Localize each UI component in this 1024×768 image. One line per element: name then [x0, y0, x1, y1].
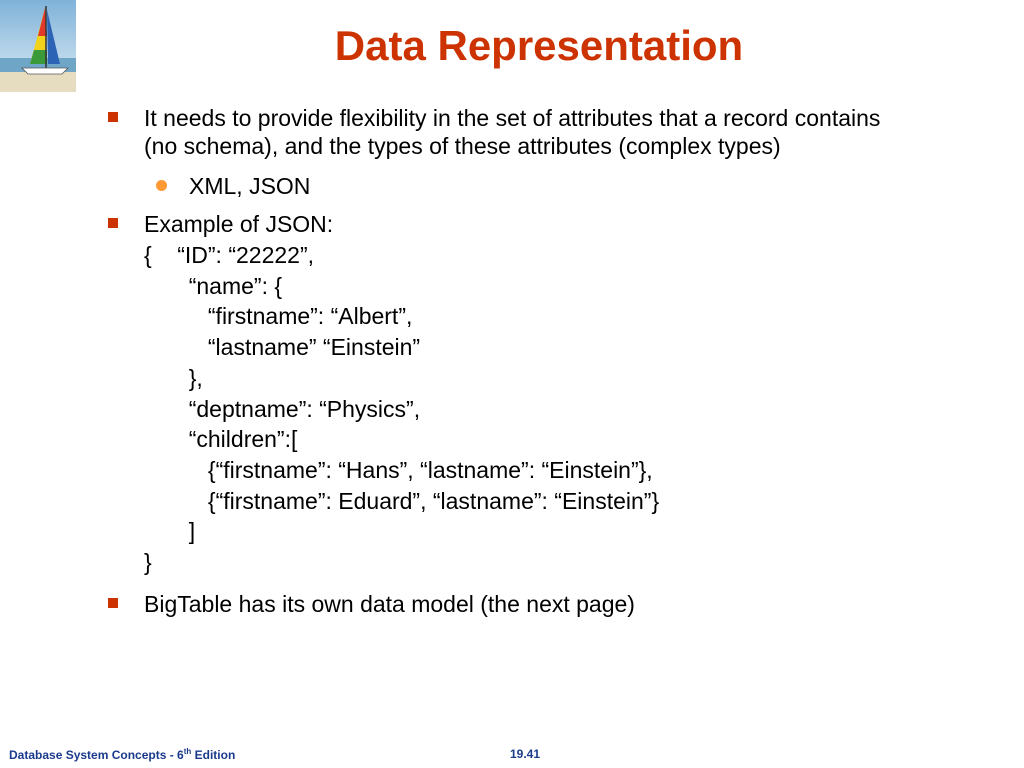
sub-bullet-xml-json — [108, 172, 908, 200]
slide-content — [108, 104, 908, 618]
json-code-block — [144, 240, 908, 578]
code-line: ] — [144, 518, 196, 545]
square-bullet-icon — [108, 112, 118, 122]
round-bullet-icon — [156, 180, 167, 191]
footer-page-number: 19.41 — [510, 747, 541, 761]
code-line: “name”: { — [144, 272, 283, 299]
code-line: {“firstname”: Eduard”, “lastname”: “Einstein”} — [144, 487, 660, 514]
code-line: “deptname”: “Physics”, — [144, 395, 421, 422]
slide-title: Data Representation — [334, 22, 744, 69]
bullet-text: It needs to provide flexibility in the set of attributes that a record contains (no schema), and the types of these attributes (complex types) — [144, 105, 881, 159]
code-line: “children”:[ — [144, 426, 298, 453]
sub-bullet-text: XML, JSON — [189, 173, 311, 199]
code-line: “lastname” “Einstein” — [144, 334, 421, 361]
bullet-text: Example of JSON: — [144, 211, 334, 237]
bullet-flexibility — [108, 104, 908, 160]
code-line: } — [144, 549, 152, 576]
square-bullet-icon — [108, 598, 118, 608]
bullet-text: BigTable has its own data model (the next page) — [144, 590, 635, 617]
footer-book-title — [9, 747, 235, 762]
bullet-bigtable — [108, 590, 908, 618]
footer-book-suffix: Edition — [191, 748, 236, 762]
code-line: { “ID”: “22222”, — [144, 242, 315, 268]
code-line: }, — [144, 364, 203, 391]
footer-book-prefix: Database System Concepts - 6 — [9, 748, 184, 762]
bullet-json-example — [108, 210, 908, 578]
code-line: {“firstname”: “Hans”, “lastname”: “Einstein”}, — [144, 456, 653, 483]
footer-book-sup: th — [183, 747, 192, 756]
square-bullet-icon — [108, 218, 118, 228]
code-line: “firstname”: “Albert”, — [144, 303, 413, 330]
